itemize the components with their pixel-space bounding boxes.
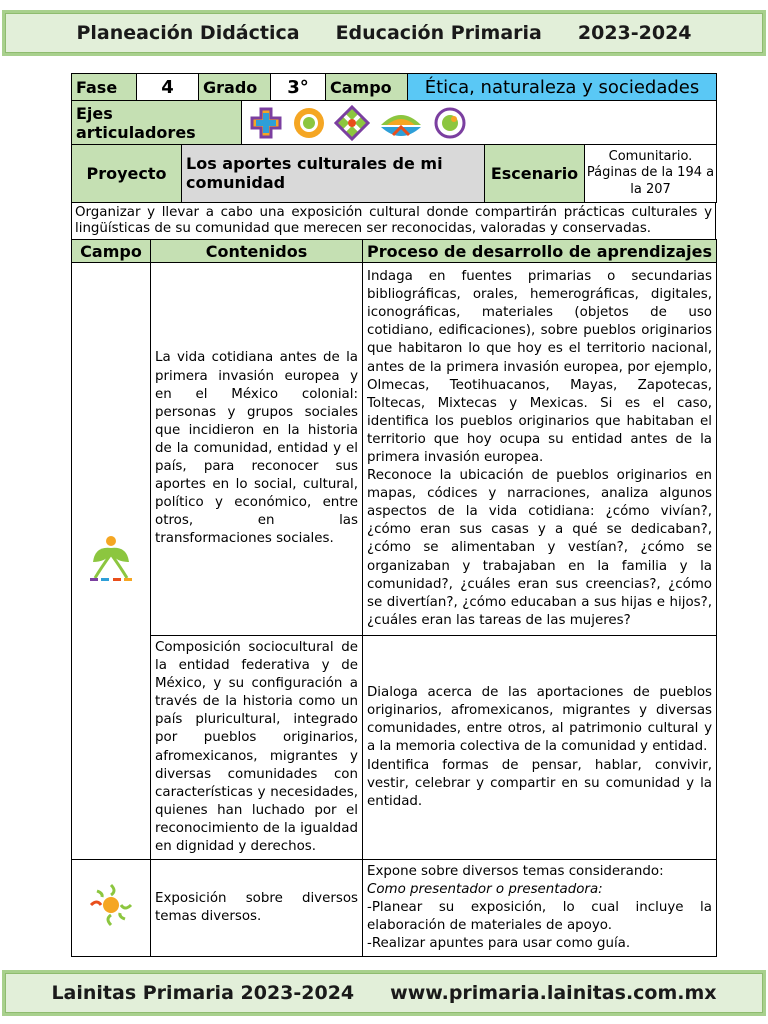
ejes-label: Ejes articuladores xyxy=(72,101,242,145)
table-row xyxy=(72,636,717,860)
header-title: Planeación Didáctica xyxy=(76,22,300,44)
proceso-text: Reconoce la ubicación de pueblos originarios en mapas, códices y narraciones, analiza algunos aspectos de la vida cotidiana: ¿cómo vivían?, ¿cómo eran sus casas y a qué se dedicaban?, ¿cómo se alimentaban y vestían?, ¿cómo se organizaban y trabajaban en la familia y la comunidad?, ¿cuáles eran sus creencias?, ¿cómo se divertían?, ¿cómo educaban a sus hijas e hijos?, ¿cuáles eran las tareas de las mujeres? xyxy=(367,468,712,628)
content-table xyxy=(71,239,717,957)
table-row xyxy=(72,263,717,636)
grado-value: 3° xyxy=(271,74,326,101)
proceso-text: -Planear su exposición, lo cual incluye la elaboración de materiales de apoyo. xyxy=(367,899,712,934)
proceso-text: Identifica formas de pensar, hablar, convivir, vestir, celebrar y compartir en su comunidad y la entidad. xyxy=(367,757,712,809)
info-table xyxy=(71,73,717,101)
proyecto-label: Proyecto xyxy=(72,145,182,203)
contenido-cell: La vida cotidiana antes de la primera invasión europea y en el México colonial: personas y grupos sociales que incidieron en la historia de la comunidad, entidad y el país, para reconocer sus aportes en lo social, cultural, político y económico, entre otros, en las transformaciones sociales. xyxy=(151,263,363,636)
campo-value: Ética, naturaleza y sociedades xyxy=(408,74,717,101)
grado-label: Grado xyxy=(199,74,271,101)
col-header-campo: Campo xyxy=(72,240,151,263)
vida-saludable-icon xyxy=(377,105,425,141)
proceso-text: -Realizar apuntes para usar como guía. xyxy=(367,936,631,952)
proceso-cell xyxy=(363,860,717,957)
header-year: 2023-2024 xyxy=(577,22,692,44)
col-header-proceso: Proceso de desarrollo de aprendizajes xyxy=(363,240,717,263)
col-header-contenidos: Contenidos xyxy=(151,240,363,263)
contenido-cell: Composición sociocultural de la entidad federativa y de México, y su configuración a través de la historia como un país pluricultural, integrado por pueblos originarios, afromexicanos, migrantes y diversas comunidades con características y necesidades, quienes han luchado por el reconocimiento de la igualdad en dignidad y derechos. xyxy=(151,636,363,860)
ejes-icons xyxy=(242,101,717,145)
contenido-cell: Exposición sobre diversos temas diversos. xyxy=(151,860,363,957)
campo-label: Campo xyxy=(326,74,408,101)
proceso-text: Expone sobre diversos temas considerando: xyxy=(367,863,664,879)
footer-url[interactable]: www.primaria.lainitas.com.mx xyxy=(390,982,717,1004)
table-row xyxy=(72,860,717,957)
fase-value: 4 xyxy=(137,74,199,101)
interculturalidad-icon xyxy=(334,105,370,141)
etica-naturaleza-icon xyxy=(87,532,135,584)
campo-icon-cell xyxy=(72,860,151,957)
escenario-label: Escenario xyxy=(485,145,585,203)
footer-brand: Lainitas Primaria 2023-2024 xyxy=(51,982,355,1004)
campo-icon-cell xyxy=(72,263,151,860)
proceso-cell xyxy=(363,636,717,860)
description-table xyxy=(71,202,716,240)
proyecto-table xyxy=(71,144,717,203)
proceso-text: Indaga en fuentes primarias o secundarias bibliográficas, orales, hemerográficas, digitales, iconográficas, materiales (objetos de uso cotidiano, edificaciones), sobre pueblos originarios que habitaron lo que hoy es el territorio nacional, antes de la primera invasión europea, por ejemplo, Olmecas, Teotihuacanos, Mayas, Zapotecas, Toltecas, Mixtecas y Mexicas. Si es el caso, identifica los pueblos originarios que habitaban el territorio que hoy ocupa su entidad antes de la primera invasión europea. xyxy=(367,269,712,465)
inclusion-icon xyxy=(248,105,284,141)
escenario-value: Comunitario. Páginas de la 194 a la 207 xyxy=(585,145,717,203)
footer-banner xyxy=(2,970,766,1016)
proceso-text: Dialoga acerca de las aportaciones de pueblos originarios, afromexicanos, migrantes y diversas comunidades, entre otros, al patrimonio cultural y a la memoria colectiva de la comunidad y entidad. xyxy=(367,685,712,755)
pensamiento-critico-icon xyxy=(291,105,327,141)
project-description: Organizar y llevar a cabo una exposición cultural donde compartirán prácticas culturales y lingüísticas de su comunidad que merecen ser reconocidas, valoradas y conservadas. xyxy=(72,203,716,240)
artes-icon xyxy=(432,105,468,141)
fase-label: Fase xyxy=(72,74,137,101)
proceso-italic-text: Como presentador o presentadora: xyxy=(367,881,603,897)
header-level: Educación Primaria xyxy=(335,22,542,44)
ejes-table xyxy=(71,100,717,145)
proceso-cell xyxy=(363,263,717,636)
proyecto-value: Los aportes culturales de mi comunidad xyxy=(182,145,485,203)
header-banner xyxy=(2,10,766,56)
saberes-icon xyxy=(87,881,135,929)
